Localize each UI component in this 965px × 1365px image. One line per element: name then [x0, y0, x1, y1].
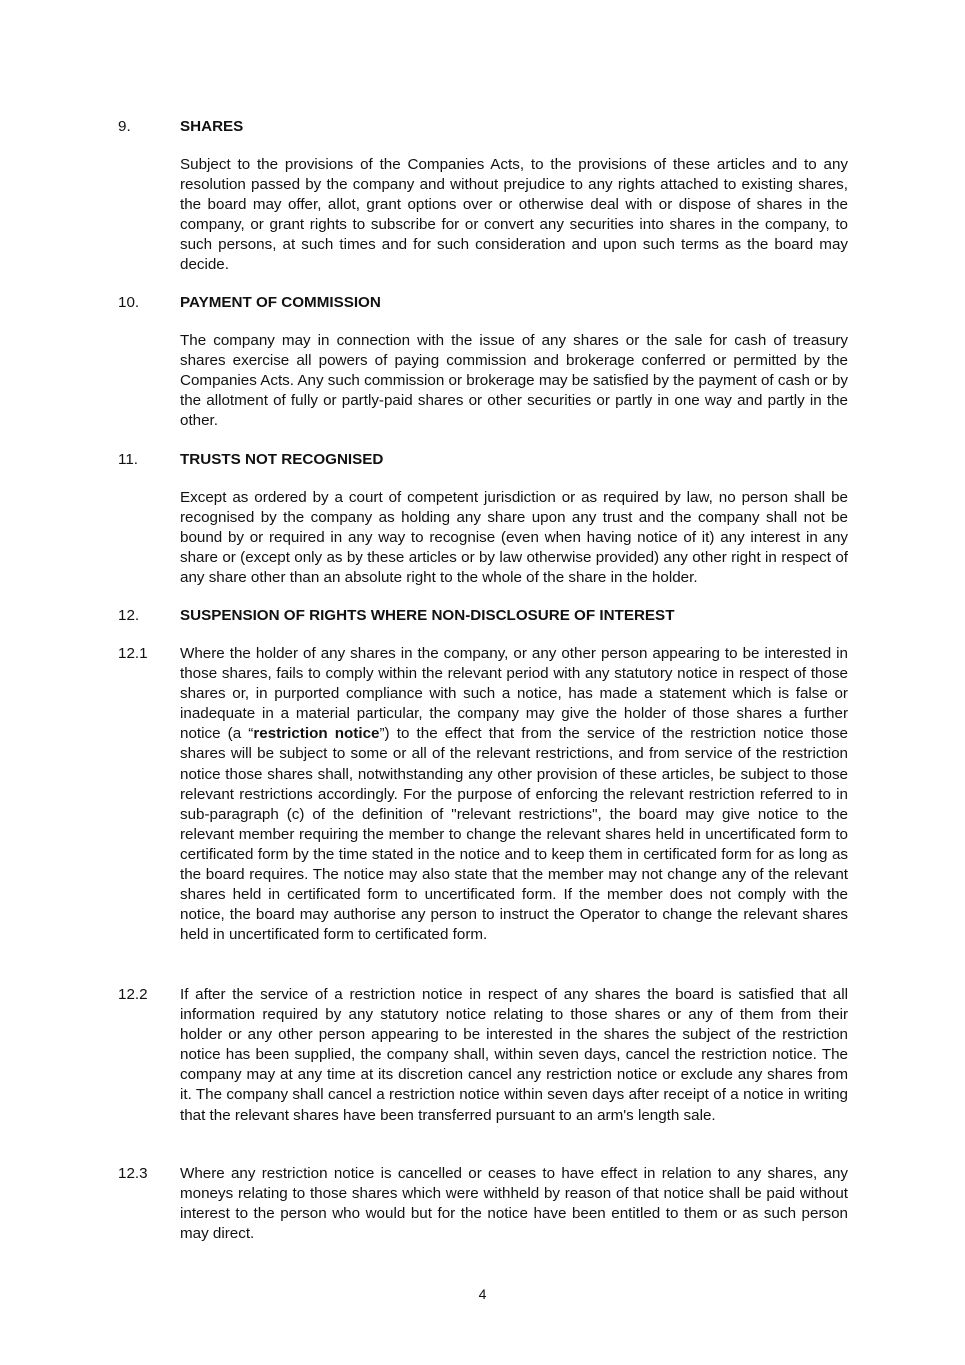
subclause-12-3-body: Where any restriction notice is cancelled or ceases to have effect in relation to any shares, any moneys relating to those shares which were withheld by reason of that notice shall be paid without interest to the person who would but for the notice have been entitled to them or as such person may direct. — [180, 1165, 848, 1243]
section-number: 9. — [118, 118, 131, 135]
section-number: 10. — [118, 294, 140, 311]
defined-term: restriction notice — [253, 725, 380, 743]
section-10-body: The company may in connection with the issue of any shares or the sale for cash of treasury shares exercise all powers of paying commission and brokerage conferred or permitted by the Companies Acts. Any such commission or brokerage may be satisfied by the payment of cash or by the allotment of fully or partly-paid shares or other securities or partly in one way and partly in the other. — [180, 332, 848, 430]
section-title: SUSPENSION OF RIGHTS WHERE NON-DISCLOSURE OF INTEREST — [180, 607, 675, 624]
section-11-body: Except as ordered by a court of competent jurisdiction or as required by law, no person shall be recognised by the company as holding any share upon any trust and the company shall not be bound by or required in any way to recognise (even when having notice of it) any interest in any share or (except only as by these articles or by law otherwise provided) any other right in respect of any share other than an absolute right to the whole of the share in the holder. — [180, 489, 848, 587]
subclause-text: Where the holder of any shares in the company, or any other person appearing to be interested in those shares, fails to comply within the relevant period with any statutory notice in respect of those shares or, in purported compliance with such a notice, has made a statement which is false or inadequate in a material particular, the company may give the holder of those shares a further notice (a “ — [180, 645, 848, 743]
subclause-number: 12.1 — [118, 645, 148, 662]
subclause-number: 12.2 — [118, 986, 148, 1003]
section-title: SHARES — [180, 118, 244, 135]
section-title: TRUSTS NOT RECOGNISED — [180, 451, 384, 468]
subclause-12-2-body: If after the service of a restriction notice in respect of any shares the board is satisfied that all information required by any statutory notice relating to those shares or any of them from their holder or any other person appearing to be interested in the shares the subject of the restriction notice has been supplied, the company shall, within seven days, cancel the restriction notice. The company may at any time at its discretion cancel any restriction notice or exclude any shares from it. The company shall cancel a restriction notice within seven days after receipt of a notice in writing that the relevant shares have been transferred pursuant to an arm's length sale. — [180, 986, 848, 1124]
section-9-body: Subject to the provisions of the Companies Acts, to the provisions of these articles and to any resolution passed by the company and without prejudice to any rights attached to existing shares, the board may offer, allot, grant options over or otherwise deal with or dispose of shares in the company, or grant rights to subscribe for or convert any securities into shares in the company, to such persons, at such times and for such consideration and upon such terms as the board may decide. — [180, 156, 848, 274]
subclause-text: ”) to the effect that from the service of the restriction notice those shares will be subject to some or all of the relevant restrictions, and from service of the restriction notice those shares shall, notwithstanding any other provision of these articles, be subject to those relevant restrictions accordingly. For the purpose of enforcing the relevant restriction referred to in sub-paragraph (c) of the definition of "relevant restrictions", the board may give notice to the relevant member requiring the member to change the relevant shares held in uncertificated form to certificated form by the time stated in the notice and to keep them in certificated form for as long as the board requires. The notice may also state that the member may not change any of the relevant shares held in certificated form to uncertificated form. If the member does not comply with the notice, the board may authorise any person to instruct the Operator to change the relevant shares held in uncertificated form to certificated form. — [180, 725, 848, 944]
subclause-number: 12.3 — [118, 1165, 148, 1182]
subclause-12-1-body — [180, 644, 848, 945]
section-number: 11. — [118, 451, 138, 468]
section-title: PAYMENT OF COMMISSION — [180, 294, 381, 311]
page-number: 4 — [478, 1286, 487, 1302]
section-number: 12. — [118, 607, 140, 624]
